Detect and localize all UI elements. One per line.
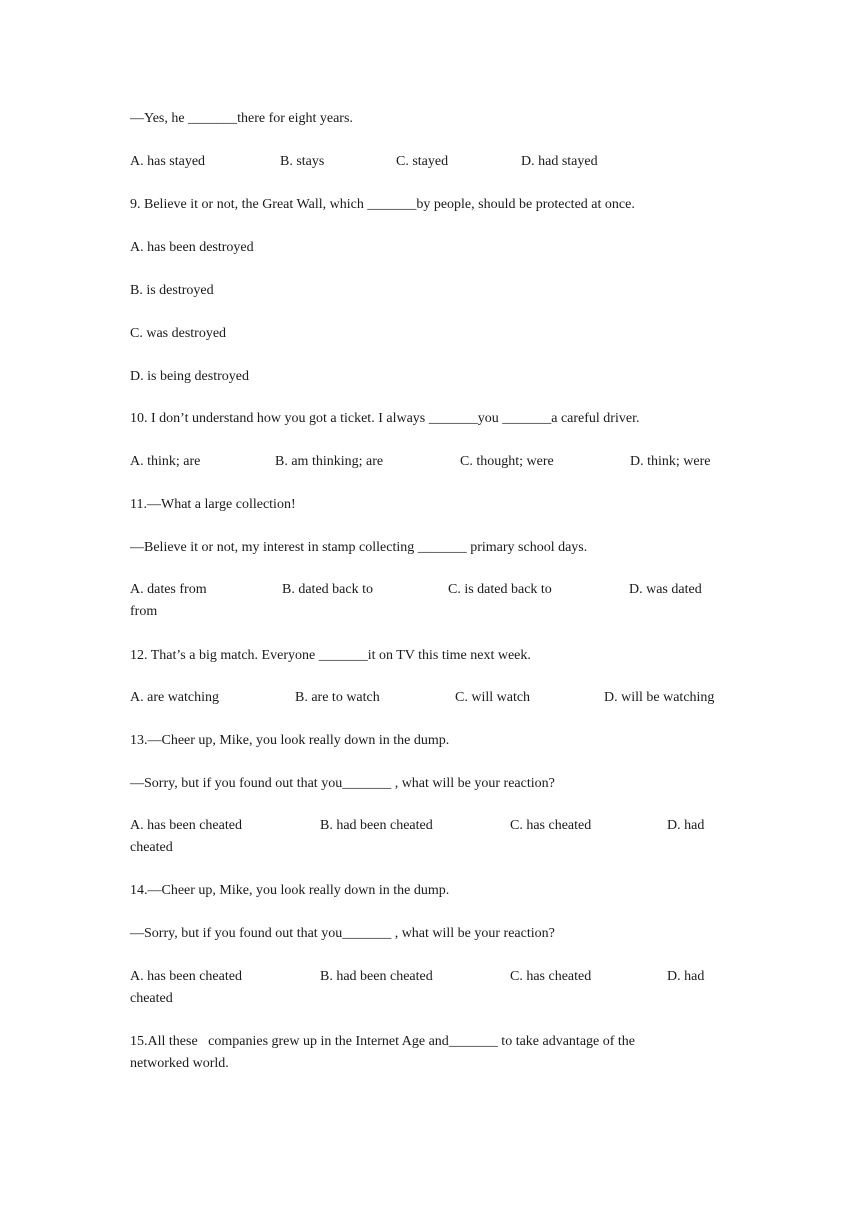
option-a: A. dates from: [130, 582, 207, 597]
option-c: C. thought; were: [460, 454, 554, 469]
option-a: A. has stayed: [130, 154, 206, 169]
question-12-stem: 12. That’s a big match. Everyone _______it on TV this time next week.: [130, 648, 531, 663]
question-11-reply: —Believe it or not, my interest in stamp collecting _______ primary school days.: [130, 540, 588, 555]
option-a: A. think; are: [130, 454, 201, 469]
option-d: D. had: [667, 969, 705, 984]
option-b: B. stays: [280, 154, 325, 169]
option-a: A. has been destroyed: [130, 240, 254, 255]
option-c: C. was destroyed: [130, 326, 227, 341]
option-c: C. has cheated: [510, 818, 592, 833]
option-a: A. has been cheated: [130, 818, 242, 833]
option-b: B. had been cheated: [320, 818, 433, 833]
option-d: D. had stayed: [521, 154, 598, 169]
option-d-wrap: cheated: [130, 840, 173, 855]
question-9-stem: 9. Believe it or not, the Great Wall, which _______by people, should be protected at once.: [130, 197, 635, 212]
option-d: D. is being destroyed: [130, 369, 249, 384]
question-14-reply: —Sorry, but if you found out that you_______ , what will be your reaction?: [130, 926, 555, 941]
question-13-reply: —Sorry, but if you found out that you_______ , what will be your reaction?: [130, 776, 555, 791]
option-c: C. will watch: [455, 690, 531, 705]
option-d: D. had: [667, 818, 705, 833]
option-a: A. has been cheated: [130, 969, 242, 984]
option-b: B. am thinking; are: [275, 454, 384, 469]
option-d: D. was dated: [629, 582, 702, 597]
option-b: B. had been cheated: [320, 969, 433, 984]
option-a: A. are watching: [130, 690, 220, 705]
option-c: C. stayed: [396, 154, 449, 169]
option-c: C. has cheated: [510, 969, 592, 984]
option-d-wrap: from: [130, 604, 158, 619]
question-10-stem: 10. I don’t understand how you got a ticket. I always _______you _______a careful driver.: [130, 411, 640, 426]
question-13-stem: 13.—Cheer up, Mike, you look really down in the dump.: [130, 733, 450, 748]
option-c: C. is dated back to: [448, 582, 552, 597]
question-15-stem: 15.All these companies grew up in the Internet Age and_______ to take advantage of the: [130, 1034, 636, 1049]
question-15-stem-wrap: networked world.: [130, 1056, 229, 1071]
question-8-answer-line: —Yes, he _______there for eight years.: [130, 111, 353, 126]
option-d: D. will be watching: [604, 690, 715, 705]
question-14-stem: 14.—Cheer up, Mike, you look really down in the dump.: [130, 883, 450, 898]
option-b: B. are to watch: [295, 690, 380, 705]
option-d-wrap: cheated: [130, 991, 173, 1006]
question-11-stem: 11.—What a large collection!: [130, 497, 296, 512]
option-d: D. think; were: [630, 454, 711, 469]
option-b: B. is destroyed: [130, 283, 214, 298]
option-b: B. dated back to: [282, 582, 373, 597]
